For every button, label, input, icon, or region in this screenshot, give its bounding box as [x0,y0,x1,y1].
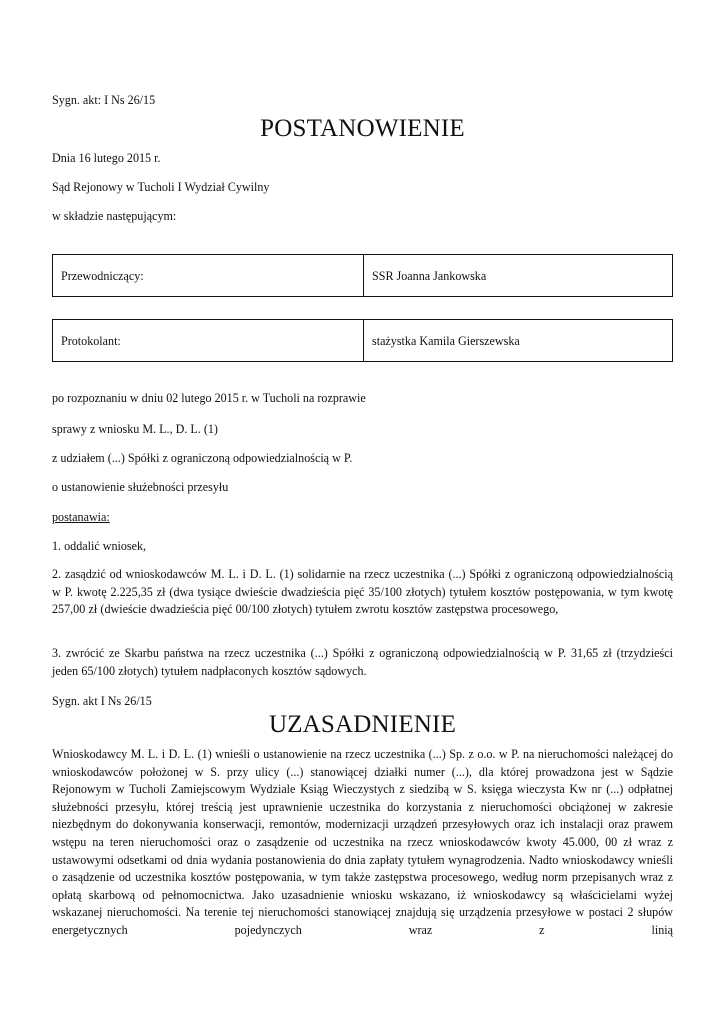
panel-row-presiding [52,254,673,297]
ruling-1: 1. oddalić wniosek, [52,539,147,553]
panel-role: Protokolant: [53,320,364,361]
decides-heading: postanawia: [52,510,110,524]
panel-name: SSR Joanna Jankowska [372,268,487,283]
participant-line: z udziałem (...) Spółki z ograniczoną odpowiedzialnością w P. [52,451,353,465]
hearing-line: po rozpoznaniu w dniu 02 lutego 2015 r. w Tucholi na rozprawie [52,391,366,405]
panel-role: Przewodniczący: [53,255,364,296]
panel-row-recorder [52,319,673,362]
ruling-2: 2. zasądzić od wnioskodawców M. L. i D. L. (1) solidarnie na rzecz uczestnika (...) Spółki z ograniczoną odpowiedzialnością w P. kwotę 2.225,35 zł (dwa tysiące dwieście dwadzieścia pięć 35/100 złotych) tytułem kosztów postępowania, w tym kwotę 257,00 zł (dwieście dwadzieścia pięć 00/100 złotych) tytułem zwrotu kosztów zastępstwa procesowego, [52,567,673,617]
document-title: POSTANOWIENIE [260,115,465,142]
ruling-3: 3. zwrócić ze Skarbu państwa na rzecz uczestnika (...) Spółki z ograniczoną odpowiedzialnością w P. 31,65 zł (trzydzieści jeden 65/100 złotych) tytułem nadpłaconych kosztów sądowych. [52,646,673,678]
justification-body: Wnioskodawcy M. L. i D. L. (1) wnieśli o ustanowienie na rzecz uczestnika (...) Sp. z o.o. w P. na nieruchomości należącej do wnioskodawców położonej w S. przy ulicy (...) stanowiącej działki numer (...), dla której prowadzona jest w Sądzie Rejonowym w Tucholi Zamiejscowym Wydziale Ksiąg Wieczystych z siedzibą w S. księga wieczysta Kw nr (...) odpłatnej służebności przesyłu, której treścią jest uprawnienie uczestnika do korzystania z nieruchomości obciążonej w zakresie niezbędnym do dokonywania konserwacji, remontów, modernizacji urządzeń przesyłowych oraz ich instalacji oraz prawem wstępu na teren nieruchomości oraz o zasądzenie od uczestnika na rzecz wnioskodawców kwoty 45.000, 00 zł wraz z ustawowymi odsetkami od dnia wydania postanowienia do dnia zapłaty tytułem wynagrodzenia. Nadto wnioskodawcy wnieśli o zasądzenie od uczestnika kosztów postępowania, w tym także zastępstwa procesowego, według norm przepisanych wraz z opłatą skarbową od pełnomocnictwa. Jako uzasadnienie wniosku wskazano, iż wnioskodawcy są właścicielami wyżej wskazanej nieruchomości. Na terenie tej nieruchomości stanowiącej znajdują się urządzenia przesyłowe w postaci 2 słupów energetycznych pojedynczych wraz z linią [52,747,673,937]
panel-name: stażystka Kamila Gierszewska [372,333,520,348]
decision-date: Dnia 16 lutego 2015 r. [52,151,161,165]
composition-label: w składzie następującym: [52,209,177,223]
justification-title: UZASADNIENIE [268,711,457,738]
subject-line: o ustanowienie służebności przesyłu [52,480,229,494]
court-name: Sąd Rejonowy w Tucholi I Wydział Cywilny [52,180,270,194]
case-signature: Sygn. akt: I Ns 26/15 [52,93,156,107]
justification-signature: Sygn. akt I Ns 26/15 [52,694,152,708]
case-parties: sprawy z wniosku M. L., D. L. (1) [52,422,218,436]
